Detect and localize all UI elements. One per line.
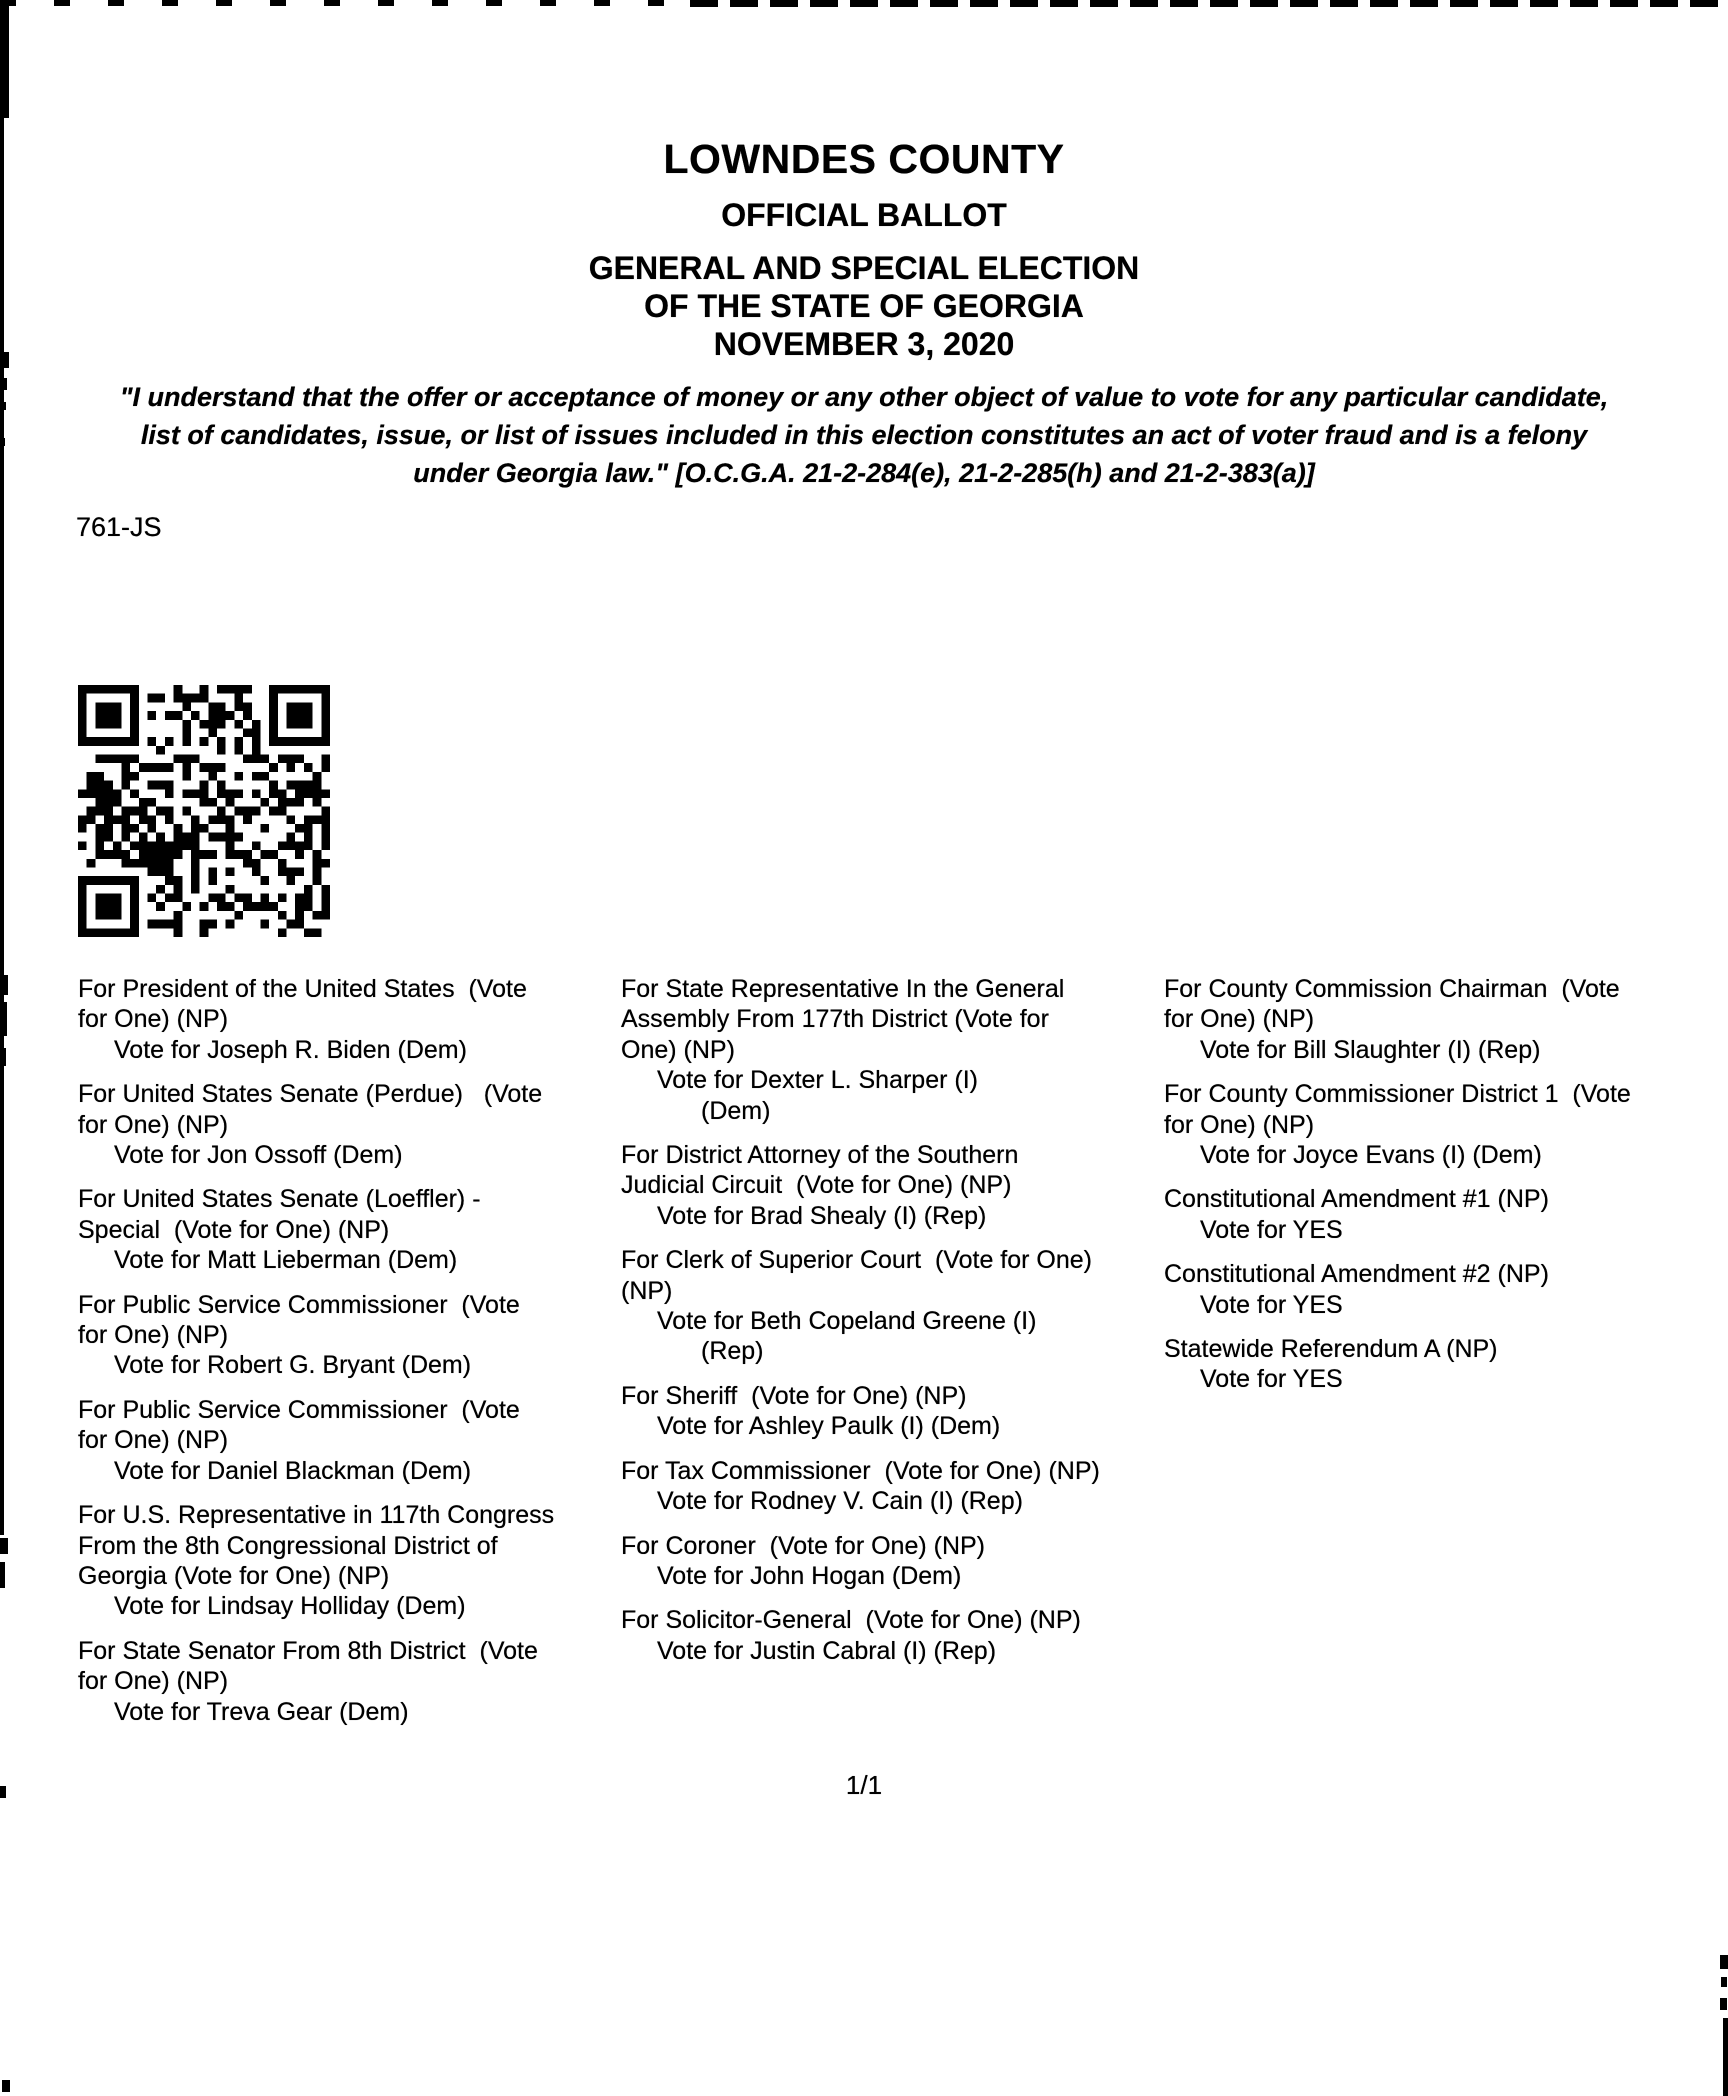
contest-vote-line: (Rep) (701, 1337, 764, 1366)
contest (621, 1531, 1181, 1592)
scan-artifact (0, 1562, 5, 1588)
contest (1164, 1334, 1728, 1395)
disclaimer-line: list of candidates, issue, or list of issues included in this election constitutes an act of voter fraud and is a felony (140, 420, 1588, 450)
contest-title-line: For Tax Commissioner (Vote for One) (NP) (621, 1456, 1100, 1485)
election-title-line2: OF THE STATE OF GEORGIA (644, 288, 1084, 324)
contest-vote-line: Vote for YES (1200, 1365, 1343, 1394)
contest-title-line: Judicial Circuit (Vote for One) (NP) (621, 1171, 1012, 1200)
contest-title-line: For State Senator From 8th District (Vote (78, 1636, 538, 1665)
contest-title-line: For Public Service Commissioner (Vote (78, 1290, 520, 1319)
contest-title-line: Constitutional Amendment #1 (NP) (1164, 1185, 1549, 1214)
contest-title-line: One) (NP) (621, 1035, 735, 1064)
ballot-column-right (1164, 974, 1728, 1409)
contest-title-line: for One) (NP) (1164, 1110, 1315, 1139)
contest-title-line: For President of the United States (Vote (78, 975, 527, 1003)
voter-fraud-disclaimer (0, 378, 1728, 492)
contest-title-line: for One) (NP) (1164, 1005, 1315, 1034)
contest (621, 1245, 1181, 1367)
ballot-column-middle (621, 974, 1181, 1680)
contest-title-line: For Coroner (Vote for One) (NP) (621, 1531, 986, 1560)
contest-title-line: for One) (NP) (78, 1005, 229, 1034)
contest-title-line: For Public Service Commissioner (Vote (78, 1395, 520, 1424)
contest (78, 1184, 630, 1275)
contest (621, 1605, 1181, 1666)
contest-vote-line: Vote for YES (1200, 1215, 1343, 1244)
contest-vote-line: Vote for Beth Copeland Greene (I) (657, 1307, 1037, 1336)
contest-title-line: for One) (NP) (78, 1426, 229, 1455)
contest-vote-line: Vote for Robert G. Bryant (Dem) (114, 1351, 472, 1380)
contest-title-line: (NP) (621, 1276, 673, 1305)
contest-title-line: For Clerk of Superior Court (Vote for One) (621, 1246, 1093, 1275)
scan-artifact-top-dashes-right (690, 0, 1728, 7)
contest-vote-line: Vote for Ashley Paulk (I) (Dem) (657, 1412, 1001, 1441)
contest-title-line: For District Attorney of the Southern (621, 1141, 1019, 1170)
contest-title-line: For Sheriff (Vote for One) (NP) (621, 1381, 967, 1410)
scan-artifact (1721, 1977, 1727, 1987)
ballot-style-id: 761-JS (76, 512, 162, 542)
scan-artifact (0, 975, 8, 995)
contest-vote-line: Vote for Bill Slaughter (I) (Rep) (1200, 1035, 1541, 1064)
scan-artifact (0, 1048, 6, 1066)
ballot-column-left (78, 974, 630, 1741)
contest (1164, 1079, 1728, 1170)
contest-title-line: For United States Senate (Loeffler) - (78, 1185, 481, 1214)
contest (621, 974, 1181, 1126)
scan-artifact (1720, 1998, 1727, 2010)
scan-artifact (1723, 2018, 1728, 2096)
contest-title-line: Statewide Referendum A (NP) (1164, 1335, 1498, 1364)
contest-vote-line: Vote for YES (1200, 1290, 1343, 1319)
contest (78, 1079, 630, 1170)
contest-title-line: Georgia (Vote for One) (NP) (78, 1561, 390, 1590)
election-date: NOVEMBER 3, 2020 (713, 326, 1015, 362)
contest (1164, 1184, 1728, 1245)
contest-title-line: for One) (NP) (78, 1110, 229, 1139)
county-title: LOWNDES COUNTY (663, 136, 1065, 182)
contest-title-line: Constitutional Amendment #2 (NP) (1164, 1260, 1549, 1289)
disclaimer-line: under Georgia law." [O.C.G.A. 21-2-284(e), 21-2-285(h) and 21-2-383(a)] (413, 458, 1315, 488)
contest (621, 1140, 1181, 1231)
contest-vote-line: Vote for John Hogan (Dem) (657, 1561, 962, 1590)
page-number: 1/1 (845, 1770, 883, 1800)
ballot-type-title: OFFICIAL BALLOT (721, 197, 1007, 233)
contest-title-line: For County Commissioner District 1 (Vote (1164, 1080, 1631, 1109)
contest (1164, 974, 1728, 1065)
scan-artifact (2, 2080, 10, 2092)
contest-vote-line: Vote for Rodney V. Cain (I) (Rep) (657, 1487, 1023, 1516)
contest (78, 1395, 630, 1486)
contest-title-line: For State Representative In the General (621, 975, 1065, 1003)
contest-vote-line: Vote for Brad Shealy (I) (Rep) (657, 1201, 987, 1230)
contest (621, 1381, 1181, 1442)
scan-artifact (0, 1538, 8, 1554)
contest-title-line: for One) (NP) (78, 1321, 229, 1350)
contest (78, 1290, 630, 1381)
contest-title-line: for One) (NP) (78, 1667, 229, 1696)
qr-code-icon (78, 685, 330, 937)
contest-title-line: From the 8th Congressional District of (78, 1531, 498, 1560)
contest (621, 1456, 1181, 1517)
disclaimer-line: "I understand that the offer or acceptance of money or any other object of value to vote for any particular candidate, (119, 382, 1609, 412)
contest-vote-line: (Dem) (701, 1096, 771, 1125)
contest-title-line: For United States Senate (Perdue) (Vote (78, 1080, 543, 1109)
contest-title-line: Special (Vote for One) (NP) (78, 1215, 390, 1244)
contest-vote-line: Vote for Joseph R. Biden (Dem) (114, 1035, 467, 1064)
contest-title-line: Assembly From 177th District (Vote for (621, 1005, 1049, 1034)
contest-vote-line: Vote for Lindsay Holliday (Dem) (114, 1592, 466, 1621)
scan-artifact (0, 1002, 7, 1036)
contest-vote-line: Vote for Daniel Blackman (Dem) (114, 1456, 472, 1485)
contest-title-line: For U.S. Representative in 117th Congress (78, 1501, 555, 1530)
contest-title-line: For Solicitor-General (Vote for One) (NP) (621, 1606, 1081, 1635)
contest-vote-line: Vote for Treva Gear (Dem) (114, 1697, 409, 1726)
contest-title-line: For County Commission Chairman (Vote (1164, 975, 1620, 1003)
contest (1164, 1259, 1728, 1320)
contest-vote-line: Vote for Joyce Evans (I) (Dem) (1200, 1141, 1542, 1170)
contest-vote-line: Vote for Matt Lieberman (Dem) (114, 1246, 458, 1275)
contest (78, 974, 630, 1065)
contest-vote-line: Vote for Jon Ossoff (Dem) (114, 1141, 403, 1170)
election-title-line1: GENERAL AND SPECIAL ELECTION (588, 250, 1140, 286)
contest (78, 1500, 630, 1622)
scan-artifact-top-dashes-left (0, 0, 690, 6)
contest (78, 1636, 630, 1727)
contest-vote-line: Vote for Dexter L. Sharper (I) (657, 1066, 978, 1095)
scan-artifact (1720, 1955, 1728, 1969)
contest-vote-line: Vote for Justin Cabral (I) (Rep) (657, 1636, 997, 1665)
